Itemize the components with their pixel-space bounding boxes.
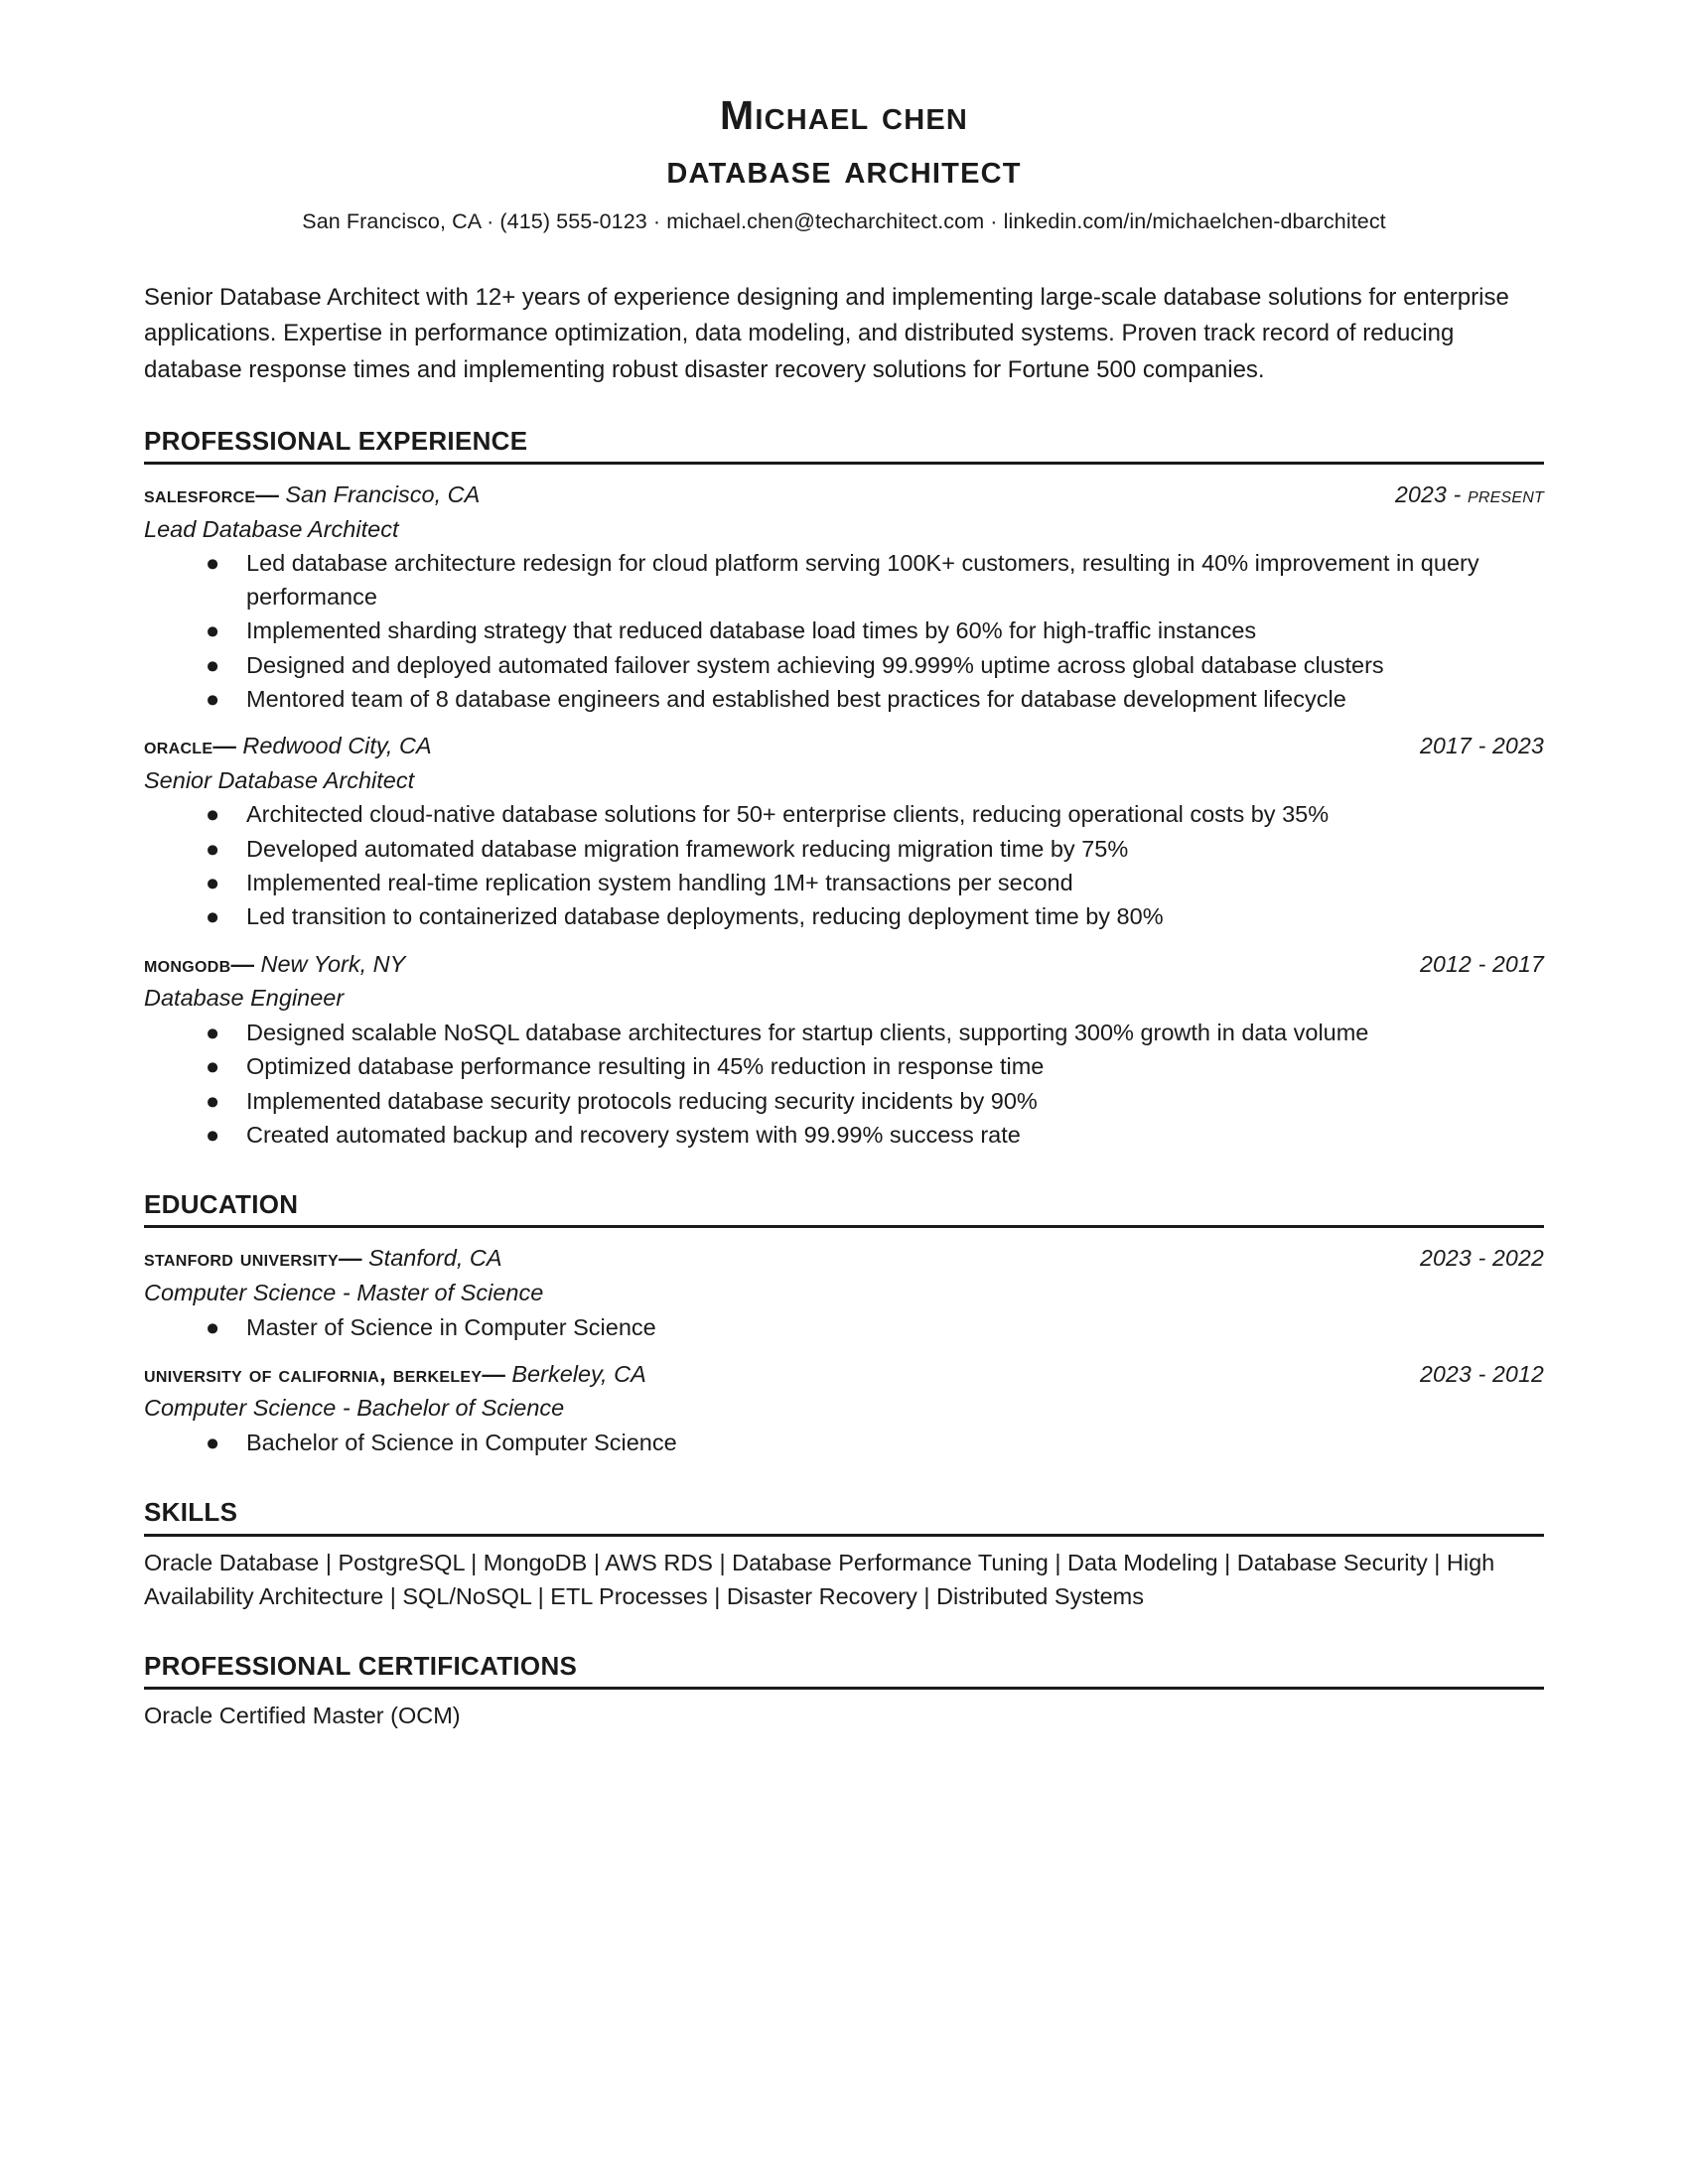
bullet-text: Created automated backup and recovery system with 99.99% success rate: [246, 1121, 1021, 1148]
bullet-text: Designed scalable NoSQL database architectures for startup clients, supporting 300% growth in data volume: [246, 1019, 1369, 1045]
resume-content: [144, 0, 1544, 1732]
entry-header: [144, 949, 1544, 980]
bullet-icon: ●: [206, 1430, 220, 1456]
bullet-icon: ●: [206, 685, 220, 712]
entry-organization: [144, 949, 1420, 980]
bullet-icon: ●: [206, 870, 220, 896]
bullet-text: Implemented real-time replication system handling 1M+ transactions per second: [246, 870, 1073, 896]
entry-dash: —: [212, 733, 236, 759]
entry-dates: 2023 - present: [1395, 481, 1544, 508]
list-item: [144, 798, 1544, 831]
experience-entry: [144, 731, 1544, 934]
education-entry: [144, 1243, 1544, 1343]
entry-organization: [144, 1359, 1420, 1390]
entry-degree: Computer Science - Master of Science: [144, 1280, 544, 1306]
list-item: [144, 867, 1544, 899]
bullet-text: Developed automated database migration framework reducing migration time by 75%: [246, 835, 1129, 862]
section-divider: [144, 462, 1544, 465]
bullet-icon: ●: [206, 651, 220, 678]
section-title-skills: SKILLS: [144, 1497, 238, 1528]
entry-location: Stanford, CA: [367, 1245, 502, 1272]
entry-bullets: [144, 1017, 1544, 1152]
bullet-text: Master of Science in Computer Science: [246, 1313, 656, 1340]
candidate-name: Michael chen: [719, 92, 969, 138]
experience-entry: [144, 479, 1544, 716]
entry-dates: 2012 - 2017: [1420, 950, 1544, 977]
entry-organization: [144, 479, 1395, 510]
list-item: [144, 1017, 1544, 1049]
bullet-icon: ●: [206, 1087, 220, 1114]
bullet-icon: ●: [206, 1053, 220, 1080]
section-experience: [144, 426, 1544, 1152]
professional-summary: Senior Database Architect with 12+ years of experience designing and implementing large-scale database solutions for enterprise applications. Expertise in performance optimization, data modeling, and distributed systems. Proven track record of reducing database response times and implementing robust disaster recovery solutions for Fortune 500 companies.: [144, 283, 1509, 383]
entry-location: San Francisco, CA: [285, 481, 481, 508]
list-item: [144, 547, 1544, 614]
bullet-icon: ●: [206, 617, 220, 644]
bullet-text: Implemented sharding strategy that reduced database load times by 60% for high-traffic instances: [246, 617, 1257, 644]
contact-line: San Francisco, CA · (415) 555-0123 · michael.chen@techarchitect.com · linkedin.com/in/michaelchen-dbarchitect: [302, 208, 1386, 233]
bullet-icon: ●: [206, 1019, 220, 1045]
entry-header: [144, 479, 1544, 510]
bullet-icon: ●: [206, 550, 220, 577]
section-title-education: EDUCATION: [144, 1189, 299, 1220]
organization-name: salesforce: [144, 481, 256, 508]
bullet-text: Led transition to containerized database deployments, reducing deployment time by 80%: [246, 903, 1164, 930]
section-title-certifications: PROFESSIONAL CERTIFICATIONS: [144, 1650, 578, 1681]
entry-role: Database Engineer: [144, 985, 345, 1012]
section-divider: [144, 1687, 1544, 1690]
section-divider: [144, 1534, 1544, 1537]
entry-dates: 2023 - 2012: [1420, 1360, 1544, 1387]
list-item: [144, 649, 1544, 682]
section-skills: [144, 1497, 1544, 1612]
bullet-icon: ●: [206, 1121, 220, 1148]
section-certifications: [144, 1651, 1544, 1732]
list-item: [144, 683, 1544, 716]
bullet-text: Mentored team of 8 database engineers and established best practices for database development lifecycle: [246, 685, 1346, 712]
list-item: [144, 833, 1544, 866]
bullet-text: Implemented database security protocols reducing security incidents by 90%: [246, 1087, 1038, 1114]
entry-dash: —: [230, 950, 254, 977]
bullet-text: Architected cloud-native database solutions for 50+ enterprise clients, reducing operational costs by 35%: [246, 801, 1330, 828]
candidate-title: database architect: [666, 146, 1022, 193]
certifications-list: Oracle Certified Master (OCM): [144, 1702, 461, 1728]
entry-organization: [144, 731, 1420, 761]
bullet-text: Bachelor of Science in Computer Science: [246, 1430, 677, 1456]
list-item: [144, 1119, 1544, 1152]
section-divider: [144, 1225, 1544, 1228]
list-item: [144, 1050, 1544, 1083]
section-education: [144, 1189, 1544, 1459]
bullet-icon: ●: [206, 835, 220, 862]
organization-name: mongodb: [144, 950, 231, 977]
entry-header: [144, 731, 1544, 761]
list-item: [144, 1085, 1544, 1118]
entry-header: [144, 1359, 1544, 1390]
entry-organization: [144, 1243, 1420, 1274]
entry-location: New York, NY: [260, 950, 406, 977]
section-title-experience: PROFESSIONAL EXPERIENCE: [144, 426, 528, 457]
organization-name: university of california, berkeley: [144, 1360, 483, 1387]
bullet-icon: ●: [206, 801, 220, 828]
resume-header: [144, 91, 1544, 234]
entry-dash: —: [255, 481, 279, 508]
entry-dash: —: [482, 1360, 505, 1387]
entry-bullets: [144, 547, 1544, 716]
entry-bullets: [144, 798, 1544, 933]
organization-name: oracle: [144, 733, 213, 759]
entry-dash: —: [338, 1245, 362, 1272]
bullet-text: Optimized database performance resulting in 45% reduction in response time: [246, 1053, 1045, 1080]
bullet-icon: ●: [206, 1313, 220, 1340]
entry-role: Senior Database Architect: [144, 766, 415, 793]
entry-bullets: [144, 1311, 1544, 1344]
entry-header: [144, 1243, 1544, 1274]
entry-dates: 2017 - 2023: [1420, 733, 1544, 759]
entry-location: Berkeley, CA: [511, 1360, 646, 1387]
education-entry: [144, 1359, 1544, 1459]
skills-list: Oracle Database | PostgreSQL | MongoDB | AWS RDS | Database Performance Tuning | Data Modeling | Database Security | High Availability Architecture | SQL/NoSQL | ETL Processes | Disaster Recovery | Distributed Systems: [144, 1549, 1495, 1609]
bullet-text: Designed and deployed automated failover system achieving 99.999% uptime across global database clusters: [246, 651, 1384, 678]
entry-location: Redwood City, CA: [242, 733, 432, 759]
organization-name: stanford university: [144, 1245, 339, 1272]
entry-dates: 2023 - 2022: [1420, 1245, 1544, 1272]
experience-entry: [144, 949, 1544, 1153]
bullet-text: Led database architecture redesign for cloud platform serving 100K+ customers, resulting in 40% improvement in query performance: [246, 550, 1479, 610]
list-item: [144, 900, 1544, 933]
list-item: [144, 1427, 1544, 1459]
entry-degree: Computer Science - Bachelor of Science: [144, 1395, 565, 1422]
entry-role: Lead Database Architect: [144, 515, 399, 542]
list-item: [144, 1311, 1544, 1344]
list-item: [144, 614, 1544, 647]
entry-bullets: [144, 1427, 1544, 1459]
bullet-icon: ●: [206, 903, 220, 930]
